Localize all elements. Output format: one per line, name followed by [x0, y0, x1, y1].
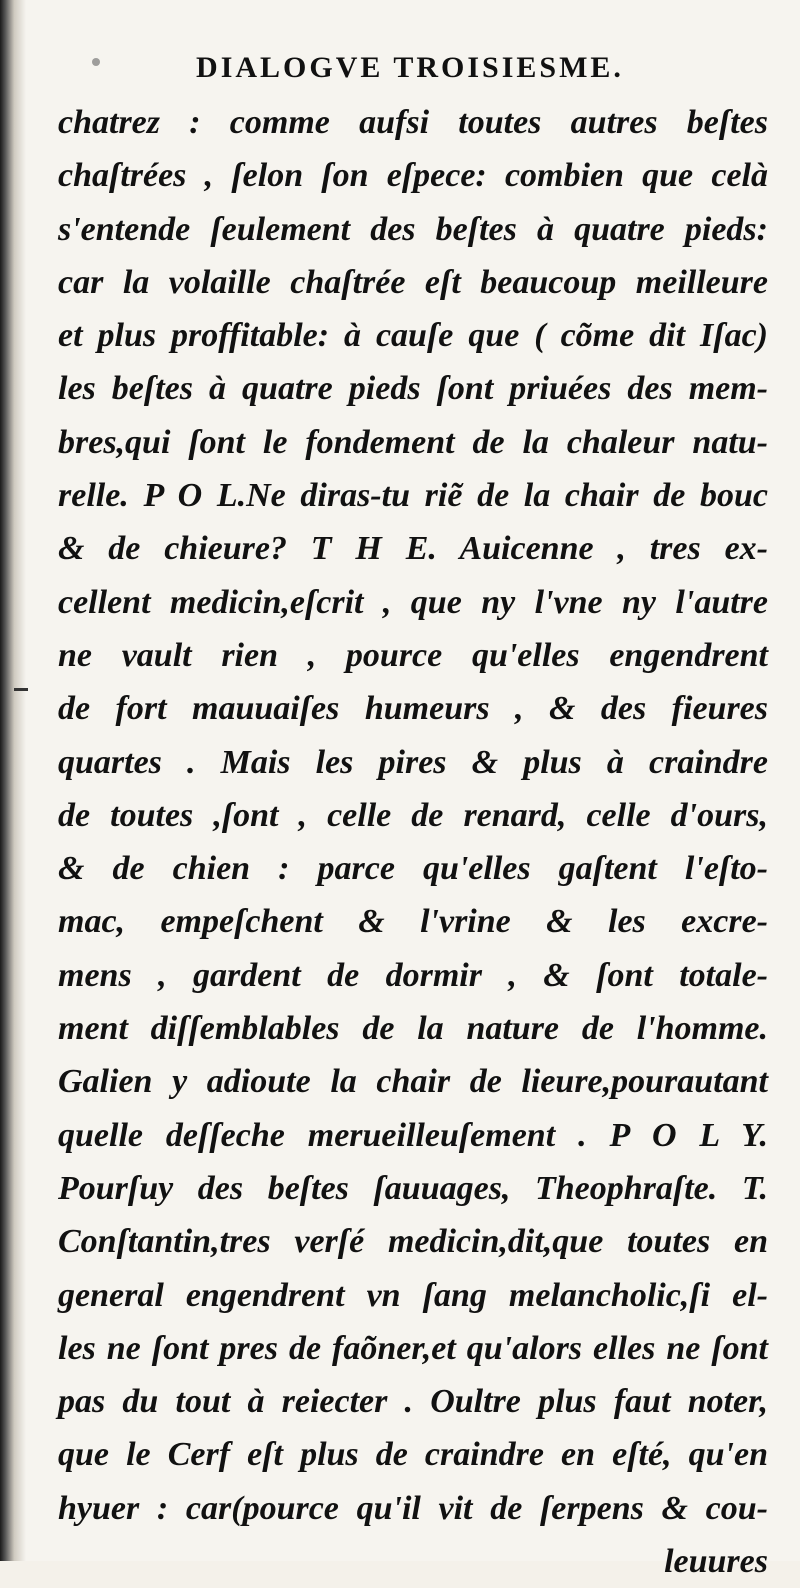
ink-speck [92, 58, 100, 66]
text-line: que le Cerf eſt plus de craindre en eſté, qu'en [58, 1436, 768, 1474]
text-line: les ne ſont pres de faõner,et qu'alors elles ne ſont [58, 1329, 768, 1367]
text-line: hyuer : car(pource qu'il vit de ſerpens & cou- [58, 1489, 768, 1527]
text-line: Conſtantin,tres verſé medicin,dit,que toutes en [58, 1223, 768, 1261]
margin-mark [14, 688, 28, 691]
text-line: ment diſſemblables de la nature de l'homme. [58, 1010, 768, 1048]
text-line: Pourſuy des beſtes ſauuages, Theophraſte. T. [58, 1169, 768, 1207]
text-line: quelle deſſeche merueilleuſement . P O L Y. [58, 1116, 768, 1154]
text-line: quartes . Mais les pires & plus à craindre [58, 743, 768, 781]
text-line: mac, empeſchent & l'vrine & les excre- [58, 903, 768, 941]
text-line: de toutes ,ſont , celle de renard, celle d'ours, [58, 796, 768, 834]
text-line: chaſtrées , ſelon ſon eſpece: combien que celà [58, 157, 768, 195]
text-line: les beſtes à quatre pieds ſont priuées des mem- [58, 370, 768, 408]
text-line: pas du tout à reiecter . Oultre plus faut noter, [58, 1383, 768, 1421]
book-spine-shadow [0, 0, 26, 1561]
text-line: de fort mauuaiſes humeurs , & des fieures [58, 690, 768, 728]
text-line: chatrez : comme aufsi toutes autres beſtes [58, 104, 768, 141]
text-line: s'entende ſeulement des beſtes à quatre pieds: [58, 210, 768, 248]
text-line: mens , gardent de dormir , & ſont totale- [58, 956, 768, 994]
text-line: bres,qui ſont le fondement de la chaleur natu- [58, 423, 768, 461]
text-line: Galien y adioute la chair de lieure,pourautant [58, 1063, 768, 1101]
text-line: car la volaille chaſtrée eſt beaucoup meilleure [58, 263, 768, 301]
text-line: & de chien : parce qu'elles gaſtent l'eſto- [58, 850, 768, 888]
text-line: & de chieure? T H E. Auicenne , tres ex- [58, 530, 768, 568]
running-title: DIALOGVE TROISIESME. [196, 51, 624, 84]
text-line: ne vault rien , pource qu'elles engendrent [58, 636, 768, 674]
body-text [58, 96, 768, 1588]
text-line: cellent medicin,eſcrit , que ny l'vne ny l'autre [58, 583, 768, 621]
catchword: leuures [664, 1543, 768, 1581]
text-line: general engendrent vn ſang melancholic,ſi el- [58, 1276, 768, 1314]
text-line: et plus proffitable: à cauſe que ( cõme dit Iſac) [58, 317, 768, 355]
text-line: relle. P O L.Ne diras-tu riẽ de la chair de bouc [58, 477, 768, 515]
